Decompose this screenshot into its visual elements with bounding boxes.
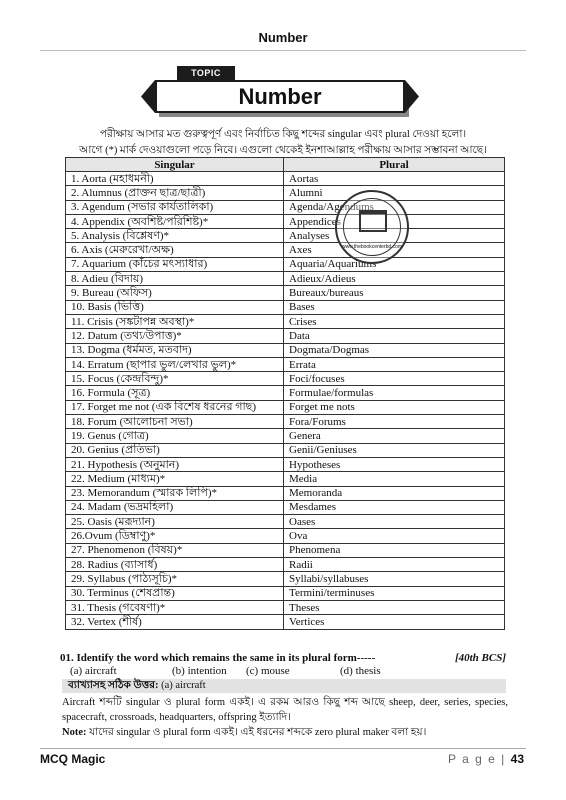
- plural-cell: Dogmata/Dogmas: [284, 343, 505, 357]
- column-header-singular: Singular: [66, 158, 284, 172]
- option-c: (c) mouse: [246, 665, 290, 677]
- table-row: [66, 400, 505, 414]
- question-text: Identify the word which remains the same in its plural form-----: [76, 652, 376, 664]
- table-row: [66, 300, 505, 314]
- singular-cell: 17. Forget me not (এক বিশেষ ধরনের গাছ): [66, 400, 284, 414]
- header-rule: [40, 50, 526, 51]
- table-row: [66, 272, 505, 286]
- singular-cell: 27. Phenomenon (বিষয়)*: [66, 543, 284, 557]
- singular-cell: 1. Aorta (মহাধমনী): [66, 172, 284, 186]
- answer-label: ব্যাখ্যাসহ সঠিক উত্তর:: [68, 680, 159, 691]
- plural-cell: Vertices: [284, 615, 505, 629]
- table-row: [66, 443, 505, 457]
- table-row: [66, 372, 505, 386]
- footer-book-title: MCQ Magic: [40, 752, 106, 766]
- footer-rule: [40, 748, 526, 749]
- singular-plural-table: [65, 157, 505, 630]
- table-row: [66, 357, 505, 371]
- singular-cell: 13. Dogma (ধর্মমত, মতবাদ): [66, 343, 284, 357]
- table-row: [66, 500, 505, 514]
- plural-cell: Genera: [284, 429, 505, 443]
- plural-cell: Radii: [284, 558, 505, 572]
- plural-cell: Genii/Geniuses: [284, 443, 505, 457]
- singular-cell: 25. Oasis (মরূদ্যান): [66, 515, 284, 529]
- table-row: [66, 457, 505, 471]
- question-line: [60, 652, 506, 664]
- singular-cell: 7. Aquarium (কাঁচের মৎস্যাধার): [66, 257, 284, 271]
- table-row: [66, 415, 505, 429]
- table-row: [66, 229, 505, 243]
- plural-cell: Phenomena: [284, 543, 505, 557]
- plural-cell: Theses: [284, 600, 505, 614]
- table-row: [66, 386, 505, 400]
- singular-cell: 15. Focus (কেন্দ্রবিন্দু)*: [66, 372, 284, 386]
- table-row: [66, 343, 505, 357]
- answer-value: (a) aircraft: [161, 680, 206, 691]
- plural-cell: Analyses: [284, 229, 505, 243]
- plural-cell: Aortas: [284, 172, 505, 186]
- plural-cell: Fora/Forums: [284, 415, 505, 429]
- plural-cell: Errata: [284, 357, 505, 371]
- plural-cell: Forget me nots: [284, 400, 505, 414]
- plural-cell: Formulae/formulas: [284, 386, 505, 400]
- plural-cell: Aquaria/Aquariums: [284, 257, 505, 271]
- table-row: [66, 515, 505, 529]
- singular-cell: 22. Medium (মাধ্যম)*: [66, 472, 284, 486]
- table-row: [66, 586, 505, 600]
- option-d: (d) thesis: [340, 665, 381, 677]
- stamp-url: www.thebookcenterbd.com: [341, 244, 403, 250]
- option-a: (a) aircraft: [70, 665, 117, 677]
- plural-cell: Termini/terminuses: [284, 586, 505, 600]
- running-head-title: Number: [258, 30, 308, 45]
- singular-cell: 18. Forum (আলোচনা সভা): [66, 415, 284, 429]
- table-row: [66, 243, 505, 257]
- table-row: [66, 286, 505, 300]
- singular-cell: 28. Radius (ব্যাসার্ধ): [66, 558, 284, 572]
- singular-cell: 6. Axis (মেরুরেখা/অক্ষ): [66, 243, 284, 257]
- plural-cell: Bureaux/bureaus: [284, 286, 505, 300]
- plural-cell: Alumni: [284, 186, 505, 200]
- singular-cell: 12. Datum (তথ্য/উপাত্ত)*: [66, 329, 284, 343]
- table-row: [66, 329, 505, 343]
- singular-cell: 4. Appendix (অবশিষ্ট/পরিশিষ্ট)*: [66, 214, 284, 228]
- plural-cell: Syllabi/syllabuses: [284, 572, 505, 586]
- table-row: [66, 314, 505, 328]
- table-row: [66, 600, 505, 614]
- answer-bar: [62, 679, 506, 693]
- table-row: [66, 543, 505, 557]
- plural-cell: Ova: [284, 529, 505, 543]
- table-row: [66, 172, 505, 186]
- plural-cell: Adieux/Adieus: [284, 272, 505, 286]
- plural-cell: Data: [284, 329, 505, 343]
- plural-cell: Axes: [284, 243, 505, 257]
- singular-cell: 21. Hypothesis (অনুমান): [66, 457, 284, 471]
- singular-cell: 16. Formula (সূত্র): [66, 386, 284, 400]
- table-row: [66, 472, 505, 486]
- singular-cell: 5. Analysis (বিশ্লেষণ)*: [66, 229, 284, 243]
- table-row: [66, 529, 505, 543]
- table-row: [66, 429, 505, 443]
- singular-cell: 20. Genius (প্রতিভা): [66, 443, 284, 457]
- plural-cell: Media: [284, 472, 505, 486]
- singular-cell: 14. Erratum (ছাপার ভুল/লেখার ভুল)*: [66, 357, 284, 371]
- singular-cell: 24. Madam (ভদ্রমহিলা): [66, 500, 284, 514]
- table-row: [66, 572, 505, 586]
- column-header-plural: Plural: [284, 158, 505, 172]
- plural-cell: Memoranda: [284, 486, 505, 500]
- singular-cell: 31. Thesis (গবেষণা)*: [66, 600, 284, 614]
- banner-left-wedge: [141, 80, 155, 113]
- topic-title: Number: [238, 84, 322, 109]
- singular-cell: 10. Basis (ভিত্তি): [66, 300, 284, 314]
- plural-cell: Mesdames: [284, 500, 505, 514]
- footer-page-label: P a g e |: [448, 752, 506, 766]
- book-icon: [359, 210, 387, 232]
- singular-cell: 3. Agendum (সভার কার্যতালিকা): [66, 200, 284, 214]
- footer-page-number: 43: [510, 752, 524, 766]
- singular-cell: 23. Memorandum (স্মারক লিপি)*: [66, 486, 284, 500]
- table-row: [66, 214, 505, 228]
- topic-tab: TOPIC: [177, 66, 235, 80]
- note-text: যাদের singular ও plural form একই। এই ধরনের শব্দকে zero plural maker বলা হয়।: [89, 727, 427, 738]
- plural-cell: Crises: [284, 314, 505, 328]
- question-number: 01.: [60, 652, 74, 664]
- note-label: Note:: [62, 727, 87, 738]
- plural-cell: Oases: [284, 515, 505, 529]
- table-row: [66, 615, 505, 629]
- footer-page: [448, 752, 524, 766]
- option-b: (b) intention: [172, 665, 227, 677]
- answer-note: [62, 725, 508, 742]
- table-row: [66, 200, 505, 214]
- banner-right-wedge: [405, 80, 419, 113]
- singular-cell: 30. Terminus (শেষপ্রান্ত): [66, 586, 284, 600]
- table-row: [66, 257, 505, 271]
- intro-text: [60, 127, 506, 159]
- publisher-stamp: [335, 190, 409, 264]
- table-body: [66, 172, 505, 630]
- table-row: [66, 558, 505, 572]
- singular-cell: 8. Adieu (বিদায়): [66, 272, 284, 286]
- singular-cell: 2. Alumnus (প্রাক্তন ছাত্র/ছাত্রী): [66, 186, 284, 200]
- plural-cell: Bases: [284, 300, 505, 314]
- plural-cell: Hypotheses: [284, 457, 505, 471]
- singular-cell: 29. Syllabus (পাঠ্যসূচি)*: [66, 572, 284, 586]
- singular-cell: 11. Crisis (সঙ্কটাপন্ন অবস্থা)*: [66, 314, 284, 328]
- topic-banner: [155, 80, 405, 113]
- singular-cell: 26.Ovum (ডিম্বাণু)*: [66, 529, 284, 543]
- intro-line-1: পরীক্ষায় আসার মত গুরুত্বপূর্ণ এবং নির্বাচিত কিছু শব্দের singular এবং plural দেওয়া হলো।: [99, 129, 467, 140]
- question-source-tag: [40th BCS]: [454, 652, 506, 664]
- plural-cell: Appendices: [284, 214, 505, 228]
- intro-line-2: আগে (*) মার্ক দেওয়াগুলো পড়ে নিবে। এগুলো থেকেই ইনশাআল্লাহ পরীক্ষায় আসার সম্ভাবনা আছে।: [79, 145, 487, 156]
- singular-cell: 9. Bureau (অফিস): [66, 286, 284, 300]
- plural-cell: Agenda/Agendums: [284, 200, 505, 214]
- table-header-row: [66, 158, 505, 172]
- plural-cell: Foci/focuses: [284, 372, 505, 386]
- answer-explanation: Aircraft শব্দটি singular ও plural form একই। এ রকম আরও কিছু শব্দ আছে sheep, deer, series, species, spacecraft, crossroads, headquarters, offspring ইত্যাদি।: [62, 697, 508, 723]
- singular-cell: 19. Genus (গোত্র): [66, 429, 284, 443]
- singular-cell: 32. Vertex (শীর্ষ): [66, 615, 284, 629]
- table-row: [66, 186, 505, 200]
- table-row: [66, 486, 505, 500]
